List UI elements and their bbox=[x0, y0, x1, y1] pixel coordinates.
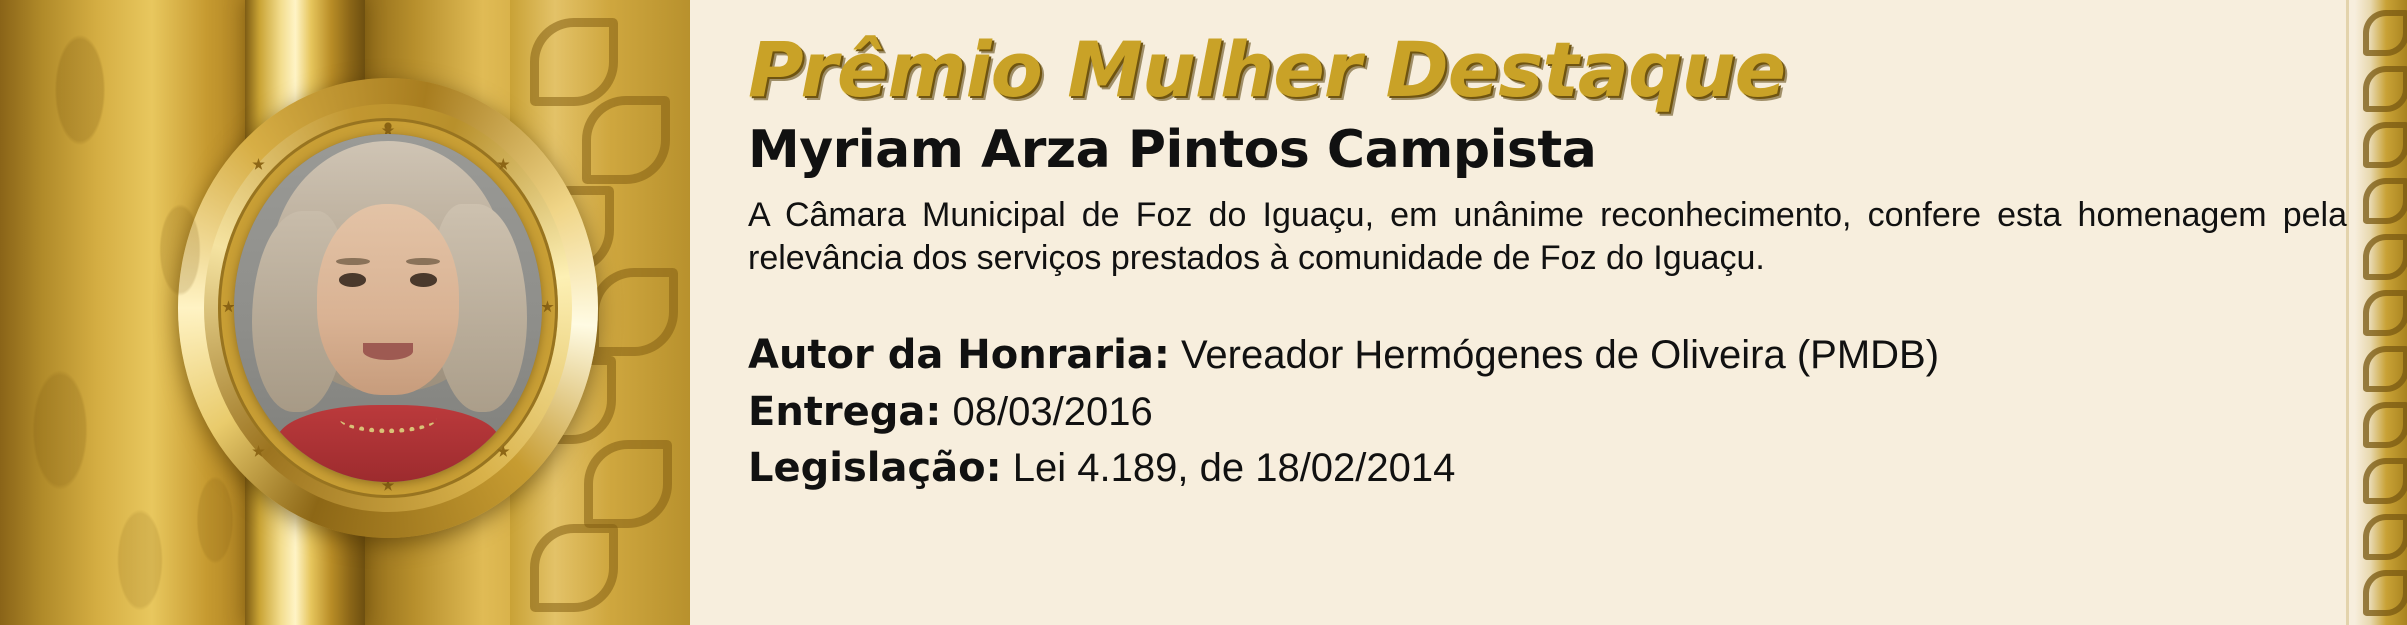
detail-label-legislation: Legislação: bbox=[748, 445, 1002, 492]
honoree-name: Myriam Arza Pintos Campista bbox=[748, 119, 1597, 180]
detail-value-author: Vereador Hermógenes de Oliveira (PMDB) bbox=[1180, 332, 1940, 377]
certificate-content bbox=[748, 0, 2347, 625]
detail-label-delivery: Entrega: bbox=[748, 388, 942, 435]
detail-row-legislation bbox=[748, 440, 2347, 497]
detail-value-delivery: 08/03/2016 bbox=[952, 389, 1153, 434]
honoree-photo bbox=[234, 134, 542, 482]
detail-value-legislation: Lei 4.189, de 18/02/2014 bbox=[1012, 446, 1456, 491]
page-border-line bbox=[2346, 0, 2349, 625]
left-gold-panel bbox=[0, 0, 690, 625]
right-scroll-ornament bbox=[2355, 0, 2407, 625]
detail-row-author bbox=[748, 327, 2347, 384]
avatar bbox=[234, 134, 542, 482]
citation-text: A Câmara Municipal de Foz do Iguaçu, em unânime reconhecimento, confere esta homenagem pela relevância dos serviços prestados à comunidade de Foz do Iguaçu. bbox=[748, 195, 2347, 278]
detail-label-author: Autor da Honraria: bbox=[748, 331, 1170, 378]
medal-icon bbox=[178, 78, 598, 538]
detail-row-delivery bbox=[748, 384, 2347, 441]
page-title: Prêmio Mulher Destaque bbox=[748, 25, 1786, 114]
